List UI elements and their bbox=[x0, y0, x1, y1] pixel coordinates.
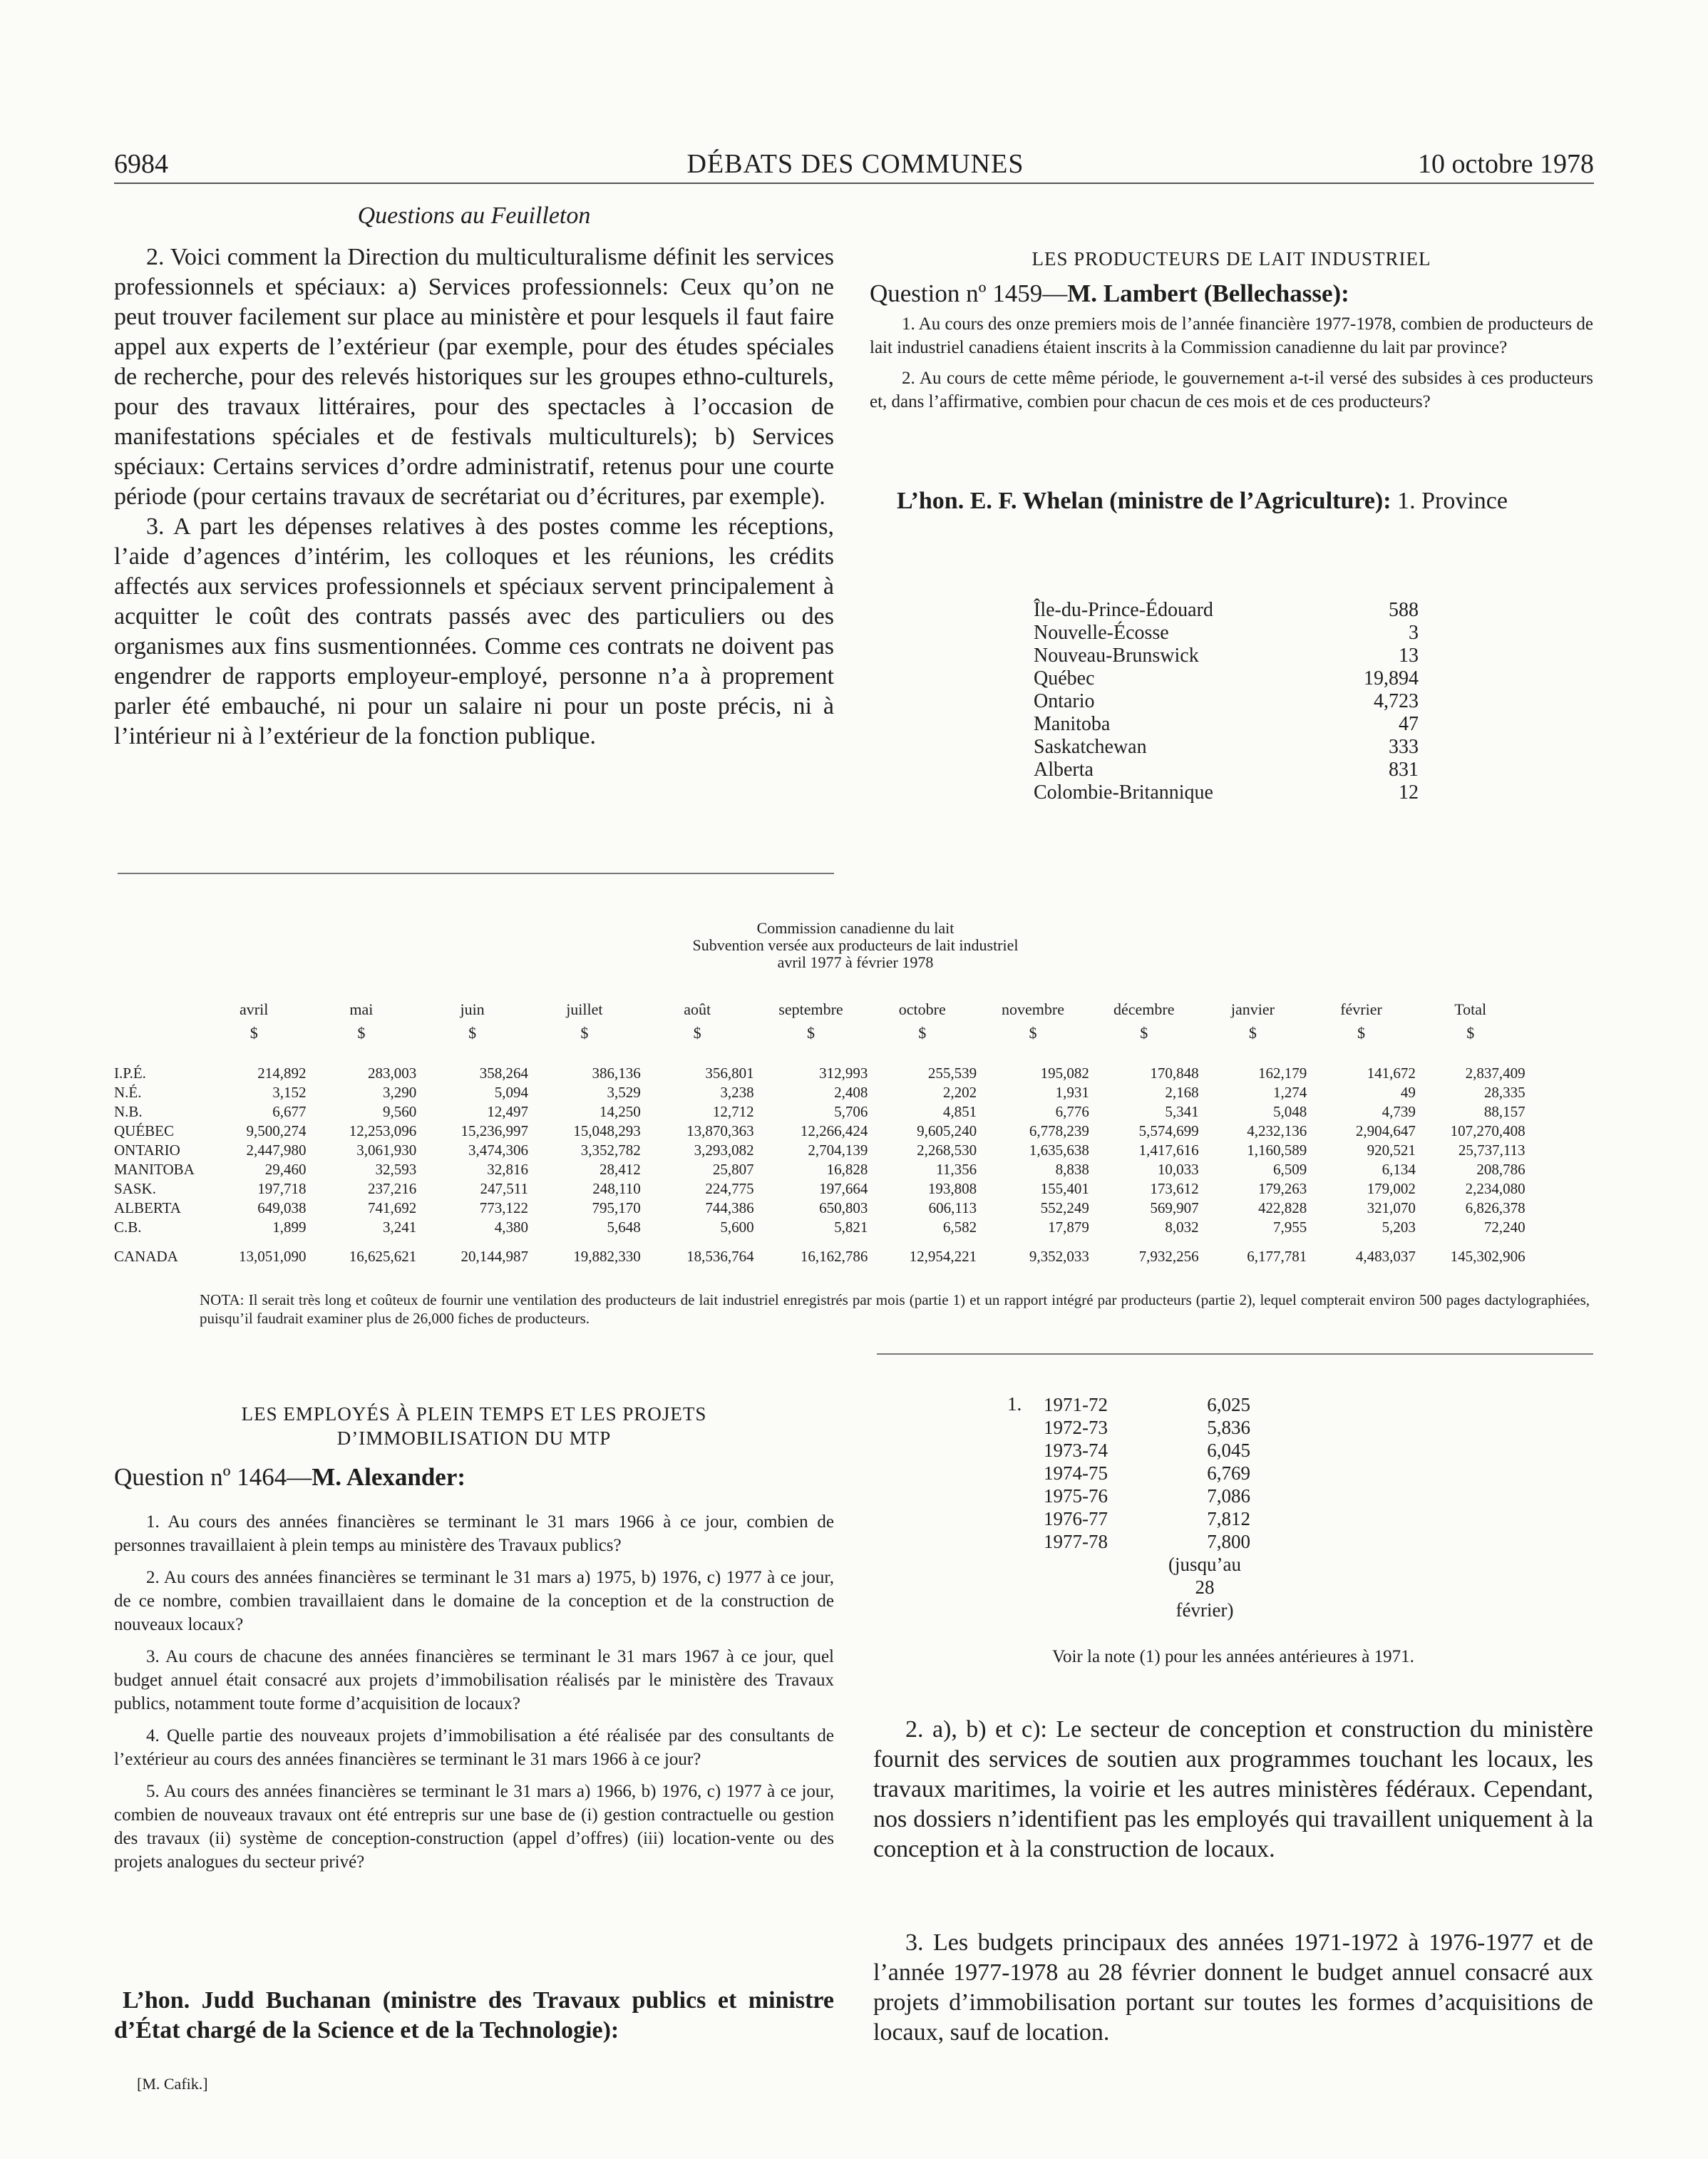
province-name: Île-du-Prince-Édouard bbox=[1034, 599, 1213, 621]
year-note-line: 28 bbox=[1195, 1576, 1215, 1598]
province-value: 47 bbox=[1399, 713, 1419, 735]
table-cell: 321,070 bbox=[1367, 1199, 1416, 1216]
province-value: 4,723 bbox=[1374, 690, 1419, 712]
row-label: ALBERTA bbox=[114, 1199, 181, 1216]
table-cell: 1,160,589 bbox=[1247, 1142, 1307, 1159]
table-cell: 4,851 bbox=[942, 1103, 977, 1120]
table-cell: 14,250 bbox=[600, 1103, 641, 1120]
table-cell: 3,241 bbox=[382, 1219, 417, 1236]
row-label: MANITOBA bbox=[114, 1161, 195, 1178]
province-row bbox=[1034, 759, 1419, 781]
question-item: 4. Quelle partie des nouveaux projets d’immobilisation a été réalisée par des consultants de l’extérieur au cours des années financières se terminant le 31 mars 1966 à ce jour? bbox=[114, 1726, 834, 1769]
note-label: NOTA: bbox=[200, 1291, 245, 1308]
unit-label: $ bbox=[1029, 1024, 1037, 1042]
question-item: 1. Au cours des onze premiers mois de l’année financière 1977-1978, combien de producteurs de lait industriel canadiens étaient inscrits à la Commission canadienne du lait par province? bbox=[870, 314, 1593, 357]
table-cell: 12,954,221 bbox=[909, 1248, 977, 1265]
table-cell: 49 bbox=[1400, 1084, 1416, 1101]
year-note-line: février) bbox=[1175, 1599, 1234, 1621]
table-cell: 12,497 bbox=[487, 1103, 528, 1120]
province-row bbox=[1034, 622, 1419, 645]
row-label: SASK. bbox=[114, 1180, 156, 1197]
table-cell: 28,335 bbox=[1483, 1084, 1526, 1101]
table-cell: 358,264 bbox=[479, 1065, 528, 1082]
table-cell: 173,612 bbox=[1150, 1180, 1199, 1197]
row-spacer bbox=[1526, 1199, 1594, 1218]
table-cell: 18,536,764 bbox=[686, 1248, 754, 1265]
subsidy-table bbox=[114, 995, 1594, 1266]
table-cell: 179,263 bbox=[1257, 1180, 1307, 1197]
question-item: 2. Au cours des années financières se terminant le 31 mars a) 1975, b) 1976, c) 1977 à ce jour, de ce nombre, combien travaillaient dans le domaine de la conception et de la construction de nouveaux locaux? bbox=[114, 1568, 834, 1634]
unit-label: $ bbox=[918, 1024, 927, 1042]
table-cell: 88,157 bbox=[1483, 1103, 1526, 1120]
unit-label: $ bbox=[693, 1024, 701, 1042]
table-cell: 5,648 bbox=[607, 1219, 641, 1236]
section-title: Questions au Feuilleton bbox=[357, 202, 591, 229]
table-cell: 2,202 bbox=[942, 1084, 977, 1101]
table-row bbox=[114, 1237, 1594, 1266]
table-cell: 32,816 bbox=[487, 1161, 528, 1178]
table-cell: 9,500,274 bbox=[246, 1122, 307, 1139]
province-name: Nouveau-Brunswick bbox=[1034, 645, 1199, 667]
table-cell: 3,238 bbox=[720, 1084, 754, 1101]
table-cell: 214,892 bbox=[257, 1065, 307, 1082]
table-cell: 283,003 bbox=[367, 1065, 417, 1082]
question-number: Question nº 1459— bbox=[870, 280, 1068, 307]
table-cell: 5,048 bbox=[1272, 1103, 1307, 1120]
row-label: N.É. bbox=[114, 1084, 142, 1101]
table-cell: 5,203 bbox=[1382, 1219, 1416, 1236]
fiscal-year: 1976-77 bbox=[1044, 1508, 1108, 1529]
row-spacer bbox=[1526, 1122, 1594, 1141]
fiscal-year: 1971-72 bbox=[1044, 1394, 1108, 1415]
section-heading: LES PRODUCTEURS DE LAIT INDUSTRIEL bbox=[1032, 248, 1431, 270]
unit-label: $ bbox=[468, 1024, 477, 1042]
table-cell: 386,136 bbox=[592, 1065, 641, 1082]
table-row bbox=[114, 1179, 1594, 1199]
province-value: 588 bbox=[1389, 599, 1419, 621]
table-cell: 552,249 bbox=[1040, 1199, 1089, 1216]
table-cell: 3,061,930 bbox=[356, 1142, 417, 1159]
table-cell: 5,600 bbox=[720, 1219, 754, 1236]
table-cell: 28,412 bbox=[600, 1161, 641, 1178]
units-row bbox=[114, 1024, 1594, 1060]
employee-count: 6,025 bbox=[1207, 1394, 1250, 1415]
table-cell: 4,739 bbox=[1382, 1103, 1416, 1120]
fiscal-year: 1972-73 bbox=[1044, 1417, 1108, 1438]
table-cell: 16,828 bbox=[826, 1161, 868, 1178]
table-cell: 15,236,997 bbox=[461, 1122, 528, 1139]
table-cell: 773,122 bbox=[479, 1199, 528, 1216]
table-cell: 29,460 bbox=[264, 1161, 307, 1178]
question-member: M. Alexander: bbox=[312, 1463, 466, 1491]
table-cell: 6,177,781 bbox=[1247, 1248, 1307, 1265]
column-header: juin bbox=[460, 1000, 485, 1018]
table-cell: 13,051,090 bbox=[238, 1248, 307, 1265]
table-cell: 5,821 bbox=[834, 1219, 868, 1236]
province-name: Québec bbox=[1034, 667, 1095, 689]
table-cell: 2,408 bbox=[834, 1084, 868, 1101]
province-row bbox=[1034, 599, 1419, 622]
unit-label: $ bbox=[357, 1024, 366, 1042]
question-item: 3. Au cours de chacune des années financières se terminant le 31 mars 1967 à ce jour, quel budget annuel était consacré aux projets d’immobilisation réalisés par le ministère des Travaux publics, notamment toute forme d’acquisition de locaux? bbox=[114, 1647, 834, 1713]
table-title-line: Subvention versée aux producteurs de lait industriel bbox=[692, 936, 1019, 954]
table-cell: 224,775 bbox=[705, 1180, 754, 1197]
row-spacer bbox=[1526, 1237, 1594, 1266]
table-cell: 6,778,239 bbox=[1029, 1122, 1089, 1139]
table-cell: 145,302,906 bbox=[1450, 1248, 1526, 1265]
table-cell: 13,870,363 bbox=[686, 1122, 754, 1139]
table-cell: 2,234,080 bbox=[1465, 1180, 1526, 1197]
header-row bbox=[114, 995, 1594, 1024]
employee-count: 7,812 bbox=[1207, 1508, 1250, 1529]
column-header: mai bbox=[349, 1000, 374, 1018]
table-cell: 4,232,136 bbox=[1247, 1122, 1307, 1139]
column-header: août bbox=[684, 1000, 711, 1018]
header-rule bbox=[114, 183, 1594, 184]
table-cell: 170,848 bbox=[1150, 1065, 1199, 1082]
employee-count: 6,045 bbox=[1207, 1440, 1250, 1461]
province-row bbox=[1034, 713, 1419, 736]
table-cell: 17,879 bbox=[1048, 1219, 1089, 1236]
table-cell: 3,529 bbox=[607, 1084, 641, 1101]
question-item: 1. Au cours des années financières se terminant le 31 mars 1966 à ce jour, combien de personnes travaillaient à plein temps au ministère des Travaux publics? bbox=[114, 1512, 834, 1555]
table-cell: 6,776 bbox=[1055, 1103, 1089, 1120]
province-value: 831 bbox=[1389, 759, 1419, 781]
table-cell: 141,672 bbox=[1367, 1065, 1416, 1082]
page-date: 10 octobre 1978 bbox=[1418, 149, 1594, 179]
header-blank bbox=[114, 995, 202, 1024]
paragraph: 2. a), b) et c): Le secteur de conception et construction du ministère fournit des services de soutien aux programmes touchant les locaux, les travaux maritimes, la voirie et les autres ministères fédéraux. Cependant, nos dossiers n’identifient pas les employés qui travaillent uniquement à la conception et à la construction de locaux. bbox=[873, 1716, 1593, 1862]
note-text: Il serait très long et coûteux de fournir une ventilation des producteurs de lait industriel enregistrés par mois (partie 1) et un rapport intégré par producteurs (partie 2), lequel compterait environ 500 pages dactylographiées, puisqu’il faudrait examiner plus de 26,000 fiches de producteurs. bbox=[200, 1291, 1590, 1327]
list-number: 1. bbox=[1007, 1393, 1022, 1415]
table-row bbox=[114, 1160, 1594, 1179]
province-row bbox=[1034, 781, 1419, 804]
unit-label: $ bbox=[1357, 1024, 1366, 1042]
table-title bbox=[499, 920, 1212, 971]
table-cell: 7,932,256 bbox=[1138, 1248, 1199, 1265]
table-cell: 155,401 bbox=[1040, 1180, 1089, 1197]
employee-count: 7,086 bbox=[1207, 1485, 1250, 1507]
year-row bbox=[1044, 1416, 1250, 1439]
table-note bbox=[200, 1291, 1590, 1328]
province-row bbox=[1034, 645, 1419, 667]
table-cell: 25,737,113 bbox=[1458, 1142, 1526, 1159]
table-row bbox=[114, 1122, 1594, 1141]
column-header: septembre bbox=[778, 1000, 843, 1018]
table-title-line: Commission canadienne du lait bbox=[756, 919, 955, 937]
row-spacer bbox=[1526, 1218, 1594, 1237]
table-cell: 6,582 bbox=[942, 1219, 977, 1236]
table-cell: 1,635,638 bbox=[1029, 1142, 1089, 1159]
table-cell: 25,807 bbox=[712, 1161, 754, 1178]
table-cell: 197,664 bbox=[819, 1180, 868, 1197]
table-cell: 606,113 bbox=[928, 1199, 977, 1216]
table-cell: 107,270,408 bbox=[1450, 1122, 1526, 1139]
answer-intro bbox=[870, 486, 1593, 516]
unit-label: $ bbox=[580, 1024, 589, 1042]
table-cell: 9,352,033 bbox=[1029, 1248, 1089, 1265]
table-cell: 1,417,616 bbox=[1138, 1142, 1199, 1159]
table-cell: 356,801 bbox=[705, 1065, 754, 1082]
journal-title: DÉBATS DES COMMUNES bbox=[686, 149, 1024, 179]
paragraph: 3. Les budgets principaux des années 1971-1972 à 1976-1977 et de l’année 1977-1978 au 28 février donnent le budget annuel consacré aux projets d’immobilisation portant sur toutes les formes d’acquisitions de locaux, sauf de location. bbox=[873, 1929, 1593, 2046]
divider bbox=[118, 873, 834, 874]
table-cell: 179,002 bbox=[1367, 1180, 1416, 1197]
row-spacer bbox=[1526, 1060, 1594, 1083]
province-row bbox=[1034, 736, 1419, 759]
table-cell: 255,539 bbox=[927, 1065, 977, 1082]
answer-paragraph bbox=[873, 1715, 1593, 1865]
table-cell: 795,170 bbox=[592, 1199, 641, 1216]
divider bbox=[877, 1353, 1593, 1355]
header-blank bbox=[114, 1024, 202, 1060]
table-cell: 12,266,424 bbox=[800, 1122, 868, 1139]
year-row bbox=[1044, 1393, 1250, 1416]
answer-speaker: L’hon. Judd Buchanan (ministre des Travaux publics et ministre d’État chargé de la Science et de la Technologie): bbox=[114, 1987, 834, 2043]
paragraph: 2. Voici comment la Direction du multiculturalisme définit les services professionnels et spéciaux: a) Services professionnels: Ceux qu’on ne peut trouver facilement sur place au ministère et pour lesquels il faut faire appel aux experts de l’extérieur (par exemple, pour des études spéciales de recherche, pour des relevés historiques sur les groupes ethno-culturels, pour des travaux littéraires, pour des spectacles à l’occasion de manifestations spéciales et de festivals multiculturels); b) Services spéciaux: Certains services d’ordre administratif, retenus pour une courte période (pour certains travaux de secrétariat ou d’écritures, par exemple). bbox=[114, 244, 834, 510]
province-name: Manitoba bbox=[1034, 713, 1111, 735]
table-cell: 8,032 bbox=[1165, 1219, 1199, 1236]
column-header: octobre bbox=[898, 1000, 946, 1018]
table-cell: 5,341 bbox=[1165, 1103, 1199, 1120]
column-header: Total bbox=[1454, 1000, 1487, 1018]
table-cell: 1,899 bbox=[272, 1219, 307, 1236]
section-heading bbox=[114, 1402, 834, 1450]
table-cell: 3,474,306 bbox=[468, 1142, 528, 1159]
row-label: N.B. bbox=[114, 1103, 143, 1120]
table-cell: 741,692 bbox=[367, 1199, 417, 1216]
question-text bbox=[114, 1510, 834, 1874]
years-table bbox=[1044, 1393, 1250, 1553]
answer-text: 1. Province bbox=[1391, 488, 1508, 514]
row-spacer bbox=[1526, 1179, 1594, 1199]
row-spacer bbox=[1526, 1141, 1594, 1160]
province-value: 333 bbox=[1389, 736, 1419, 758]
table-cell: 6,509 bbox=[1272, 1161, 1307, 1178]
section-heading-line: LES EMPLOYÉS À PLEIN TEMPS ET LES PROJETS bbox=[241, 1403, 707, 1425]
province-row bbox=[1034, 667, 1419, 690]
year-row bbox=[1044, 1530, 1250, 1553]
row-label: ONTARIO bbox=[114, 1142, 180, 1159]
table-cell: 3,293,082 bbox=[694, 1142, 754, 1159]
answer-speaker: L’hon. E. F. Whelan (ministre de l’Agriculture): bbox=[897, 488, 1391, 514]
unit-label: $ bbox=[806, 1024, 815, 1042]
row-label: CANADA bbox=[114, 1248, 178, 1265]
table-title-line: avril 1977 à février 1978 bbox=[777, 953, 934, 971]
table-cell: 248,110 bbox=[592, 1180, 641, 1197]
table-cell: 72,240 bbox=[1483, 1219, 1526, 1236]
table-cell: 3,352,782 bbox=[580, 1142, 641, 1159]
province-value: 19,894 bbox=[1364, 667, 1419, 689]
table-cell: 1,931 bbox=[1055, 1084, 1089, 1101]
table-cell: 2,704,139 bbox=[808, 1142, 868, 1159]
table-cell: 3,290 bbox=[382, 1084, 417, 1101]
question-member: M. Lambert (Bellechasse): bbox=[1067, 280, 1349, 307]
employee-count: 5,836 bbox=[1207, 1417, 1250, 1438]
table-row bbox=[114, 1218, 1594, 1237]
province-name: Nouvelle-Écosse bbox=[1034, 622, 1169, 644]
table-row bbox=[114, 1102, 1594, 1122]
table-cell: 195,082 bbox=[1040, 1065, 1089, 1082]
table-cell: 2,447,980 bbox=[246, 1142, 307, 1159]
table-cell: 2,837,409 bbox=[1465, 1065, 1526, 1082]
fiscal-year: 1974-75 bbox=[1044, 1462, 1108, 1484]
province-value: 3 bbox=[1409, 622, 1419, 644]
table-cell: 208,786 bbox=[1476, 1161, 1526, 1178]
question-item: 5. Au cours des années financières se terminant le 31 mars a) 1966, b) 1976, c) 1977 à ce jour, combien de nouveaux travaux ont été entrepris sur une base de (i) gestion contractuelle ou gestion des travaux (ii) système de conception-construction (appel d’offres) (iii) location-vente ou des projets analogues du secteur privé? bbox=[114, 1782, 834, 1872]
employee-count: 6,769 bbox=[1207, 1462, 1250, 1484]
question-heading bbox=[870, 278, 1593, 309]
table-cell: 11,356 bbox=[936, 1161, 977, 1178]
paragraph: 3. A part les dépenses relatives à des postes comme les réceptions, l’aide d’agences d’intérim, les colloques et les réunions, les crédits affectés aux services professionnels et spéciaux servent principalement à acquitter le coût des contrats passés avec des particuliers ou des organismes aux fins susmentionnées. Comme ces contrats ne doivent pas engendrer de rapports employeur-employé, personne n’a à proprement parler été embauché, ni pour un salaire ni pour un poste précis, ni à l’intérieur ni à l’extérieur de la fonction publique. bbox=[114, 513, 834, 749]
table-cell: 2,904,647 bbox=[1355, 1122, 1416, 1139]
table-cell: 5,094 bbox=[494, 1084, 528, 1101]
unit-label: $ bbox=[1466, 1024, 1475, 1042]
row-label: I.P.É. bbox=[114, 1065, 146, 1082]
table-row bbox=[114, 1060, 1594, 1083]
employee-count: 7,800 bbox=[1207, 1531, 1250, 1552]
province-table bbox=[1034, 599, 1419, 804]
left-top-column bbox=[114, 242, 834, 752]
note-line: Voir la note (1) pour les années antérieures à 1971. bbox=[1052, 1647, 1414, 1666]
header-blank bbox=[1526, 995, 1594, 1024]
province-name: Saskatchewan bbox=[1034, 736, 1147, 758]
table-cell: 5,574,699 bbox=[1138, 1122, 1199, 1139]
table-cell: 193,808 bbox=[927, 1180, 977, 1197]
province-value: 12 bbox=[1399, 781, 1419, 804]
question-number: Question nº 1464— bbox=[114, 1463, 312, 1491]
table-cell: 422,828 bbox=[1257, 1199, 1307, 1216]
table-cell: 920,521 bbox=[1367, 1142, 1416, 1159]
header-blank bbox=[1526, 1024, 1594, 1060]
column-header: novembre bbox=[1001, 1000, 1064, 1018]
question-heading bbox=[114, 1462, 834, 1493]
year-note bbox=[1148, 1553, 1262, 1621]
unit-label: $ bbox=[249, 1024, 258, 1042]
table-cell: 5,706 bbox=[834, 1103, 868, 1120]
row-spacer bbox=[1526, 1083, 1594, 1102]
province-value: 13 bbox=[1399, 645, 1419, 667]
table-cell: 20,144,987 bbox=[461, 1248, 528, 1265]
row-spacer bbox=[1526, 1160, 1594, 1179]
table-cell: 15,048,293 bbox=[573, 1122, 641, 1139]
fiscal-year: 1973-74 bbox=[1044, 1440, 1108, 1461]
table-cell: 16,625,621 bbox=[349, 1248, 417, 1265]
table-cell: 569,907 bbox=[1150, 1199, 1199, 1216]
table-cell: 4,483,037 bbox=[1355, 1248, 1416, 1265]
table-cell: 744,386 bbox=[705, 1199, 754, 1216]
table-cell: 10,033 bbox=[1157, 1161, 1199, 1178]
table-cell: 2,268,530 bbox=[917, 1142, 977, 1159]
fiscal-year: 1977-78 bbox=[1044, 1531, 1108, 1552]
table-cell: 650,803 bbox=[819, 1199, 868, 1216]
answer-paragraph bbox=[873, 1928, 1593, 2048]
table-cell: 3,152 bbox=[272, 1084, 307, 1101]
page-number: 6984 bbox=[114, 149, 168, 179]
year-row bbox=[1044, 1462, 1250, 1484]
table-cell: 1,274 bbox=[1272, 1084, 1307, 1101]
table-cell: 6,134 bbox=[1382, 1161, 1416, 1178]
table-cell: 4,380 bbox=[494, 1219, 528, 1236]
year-row bbox=[1044, 1439, 1250, 1462]
footnote: [M. Cafik.] bbox=[137, 2075, 208, 2093]
year-row bbox=[1044, 1507, 1250, 1530]
table-row bbox=[114, 1083, 1594, 1102]
table-cell: 197,718 bbox=[257, 1180, 307, 1197]
table-cell: 8,838 bbox=[1055, 1161, 1089, 1178]
column-header: janvier bbox=[1230, 1000, 1275, 1018]
row-label: C.B. bbox=[114, 1219, 142, 1236]
table-cell: 12,712 bbox=[712, 1103, 754, 1120]
answer-intro bbox=[114, 1986, 834, 2046]
table-cell: 7,955 bbox=[1272, 1219, 1307, 1236]
question-text bbox=[870, 312, 1593, 414]
table-cell: 16,162,786 bbox=[800, 1248, 868, 1265]
table-cell: 19,882,330 bbox=[573, 1248, 641, 1265]
province-name: Alberta bbox=[1034, 759, 1094, 781]
table-cell: 649,038 bbox=[257, 1199, 307, 1216]
column-header: février bbox=[1340, 1000, 1382, 1018]
table-cell: 6,826,378 bbox=[1465, 1199, 1526, 1216]
row-spacer bbox=[1526, 1102, 1594, 1122]
section-heading-line: D’IMMOBILISATION DU MTP bbox=[336, 1427, 612, 1449]
table-row bbox=[114, 1199, 1594, 1218]
table-cell: 9,560 bbox=[382, 1103, 417, 1120]
fiscal-year: 1975-76 bbox=[1044, 1485, 1108, 1507]
province-row bbox=[1034, 690, 1419, 713]
unit-label: $ bbox=[1140, 1024, 1148, 1042]
unit-label: $ bbox=[1248, 1024, 1257, 1042]
table-cell: 247,511 bbox=[480, 1180, 528, 1197]
table-cell: 162,179 bbox=[1257, 1065, 1307, 1082]
row-label: QUÉBEC bbox=[114, 1122, 174, 1139]
table-cell: 12,253,096 bbox=[349, 1122, 417, 1139]
column-header: décembre bbox=[1113, 1000, 1175, 1018]
table-cell: 237,216 bbox=[367, 1180, 417, 1197]
table-cell: 312,993 bbox=[819, 1065, 868, 1082]
year-row bbox=[1044, 1484, 1250, 1507]
province-name: Ontario bbox=[1034, 690, 1095, 712]
table-cell: 9,605,240 bbox=[917, 1122, 977, 1139]
province-name: Colombie-Britannique bbox=[1034, 781, 1213, 804]
table-cell: 2,168 bbox=[1165, 1084, 1199, 1101]
year-note-line: (jusqu’au bbox=[1168, 1554, 1241, 1575]
table-row bbox=[114, 1141, 1594, 1160]
table-cell: 32,593 bbox=[375, 1161, 417, 1178]
question-item: 2. Au cours de cette même période, le gouvernement a-t-il versé des subsides à ces producteurs et, dans l’affirmative, combien pour chacun de ces mois et de ces producteurs? bbox=[870, 369, 1593, 411]
column-header: juillet bbox=[566, 1000, 603, 1018]
column-header: avril bbox=[240, 1000, 269, 1018]
table-cell: 6,677 bbox=[272, 1103, 307, 1120]
